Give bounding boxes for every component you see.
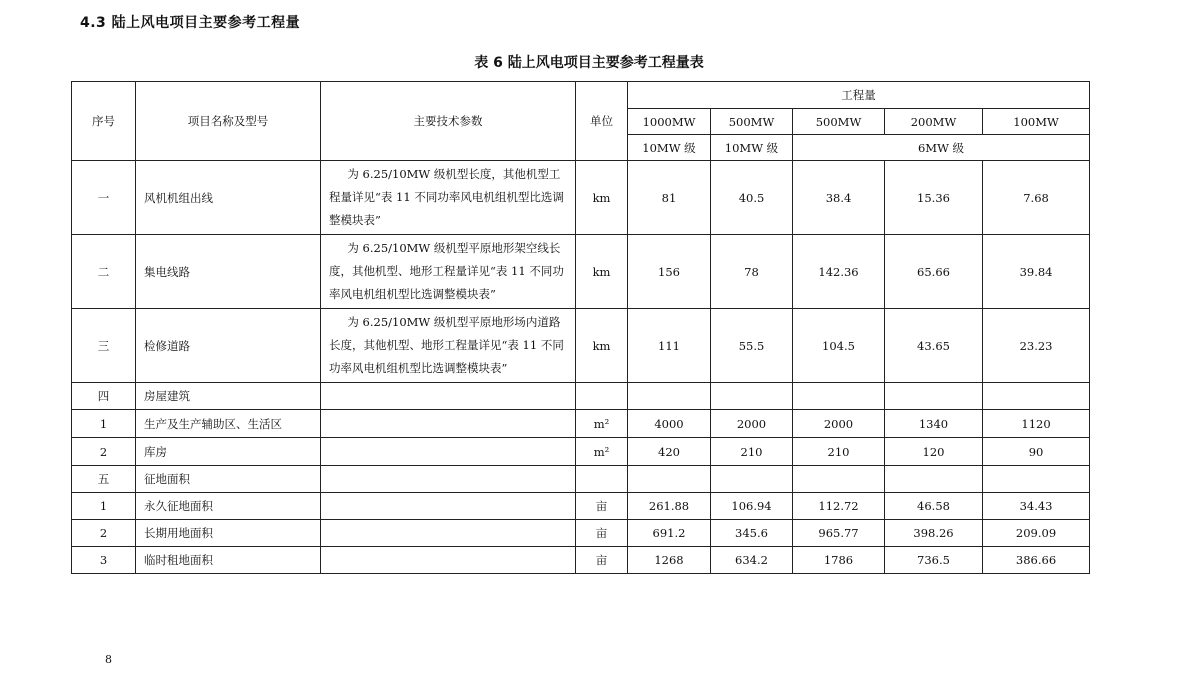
row-name: 房屋建筑 (136, 383, 321, 410)
section-heading: 4.3 陆上风电项目主要参考工程量 (80, 15, 301, 31)
row-name: 库房 (136, 438, 321, 466)
row-seq: 2 (72, 438, 136, 466)
row-params (321, 547, 576, 574)
row-value: 1786 (793, 547, 885, 574)
row-value: 386.66 (983, 547, 1090, 574)
row-value (793, 466, 885, 493)
row-value: 23.23 (983, 309, 1090, 383)
row-value: 1120 (983, 410, 1090, 438)
row-value: 2000 (793, 410, 885, 438)
row-value: 965.77 (793, 520, 885, 547)
row-params-text: 为 6.25/10MW 级机型平原地形场内道路长度，其他机型、地形工程量详见“表 11 不同功率风电机组机型比选调整模块表” (329, 315, 564, 375)
row-params (321, 309, 576, 383)
row-value: 104.5 (793, 309, 885, 383)
header-seq: 序号 (72, 82, 136, 161)
header-capacity: 100MW (983, 109, 1090, 135)
row-value: 691.2 (628, 520, 711, 547)
table-row (72, 161, 1090, 235)
row-value: 112.72 (793, 493, 885, 520)
row-params (321, 466, 576, 493)
row-name: 检修道路 (136, 309, 321, 383)
row-seq: 一 (72, 161, 136, 235)
row-value (885, 466, 983, 493)
row-name: 征地面积 (136, 466, 321, 493)
table-title: 表 6 陆上风电项目主要参考工程量表 (474, 55, 704, 71)
row-seq: 二 (72, 235, 136, 309)
row-value: 106.94 (711, 493, 793, 520)
row-unit: 亩 (576, 493, 628, 520)
header-quantity: 工程量 (628, 82, 1090, 109)
header-capacity: 500MW (793, 109, 885, 135)
row-params (321, 493, 576, 520)
row-unit: km (576, 161, 628, 235)
row-seq: 四 (72, 383, 136, 410)
row-value: 2000 (711, 410, 793, 438)
table-row (72, 309, 1090, 383)
row-value: 7.68 (983, 161, 1090, 235)
table-row (72, 493, 1090, 520)
row-value: 120 (885, 438, 983, 466)
row-value: 261.88 (628, 493, 711, 520)
table-row (72, 520, 1090, 547)
row-value (628, 383, 711, 410)
row-value: 78 (711, 235, 793, 309)
row-value: 420 (628, 438, 711, 466)
row-value: 1268 (628, 547, 711, 574)
header-capacity: 200MW (885, 109, 983, 135)
row-name: 长期用地面积 (136, 520, 321, 547)
quantity-table (71, 81, 1090, 574)
row-value: 40.5 (711, 161, 793, 235)
row-unit (576, 466, 628, 493)
row-unit: km (576, 309, 628, 383)
row-value: 90 (983, 438, 1090, 466)
row-name: 生产及生产辅助区、生活区 (136, 410, 321, 438)
row-params (321, 410, 576, 438)
row-name: 永久征地面积 (136, 493, 321, 520)
row-name: 风机机组出线 (136, 161, 321, 235)
row-value (793, 383, 885, 410)
row-value: 43.65 (885, 309, 983, 383)
row-name: 集电线路 (136, 235, 321, 309)
row-params (321, 383, 576, 410)
row-seq: 1 (72, 410, 136, 438)
header-class: 6MW 级 (793, 135, 1090, 161)
row-value: 46.58 (885, 493, 983, 520)
table-row (72, 410, 1090, 438)
row-value: 142.36 (793, 235, 885, 309)
row-value (885, 383, 983, 410)
row-unit: 亩 (576, 547, 628, 574)
row-params-text: 为 6.25/10MW 级机型平原地形架空线长度，其他机型、地形工程量详见“表 11 不同功率风电机组机型比选调整模块表” (329, 241, 564, 301)
row-params (321, 438, 576, 466)
row-params-text: 为 6.25/10MW 级机型长度，其他机型工程量详见“表 11 不同功率风电机组机型比选调整模块表” (329, 167, 564, 227)
row-value: 39.84 (983, 235, 1090, 309)
row-seq: 五 (72, 466, 136, 493)
row-value: 81 (628, 161, 711, 235)
page-number: 8 (105, 653, 112, 666)
table-row (72, 547, 1090, 574)
row-value: 209.09 (983, 520, 1090, 547)
header-params: 主要技术参数 (321, 82, 576, 161)
row-value: 634.2 (711, 547, 793, 574)
row-seq: 1 (72, 493, 136, 520)
header-unit: 单位 (576, 82, 628, 161)
table-row (72, 383, 1090, 410)
header-capacity: 500MW (711, 109, 793, 135)
row-value: 345.6 (711, 520, 793, 547)
row-value: 1340 (885, 410, 983, 438)
table-row (72, 438, 1090, 466)
table-row (72, 235, 1090, 309)
row-unit: km (576, 235, 628, 309)
row-value: 65.66 (885, 235, 983, 309)
table-row (72, 466, 1090, 493)
row-unit: m² (576, 438, 628, 466)
row-value: 210 (793, 438, 885, 466)
row-unit: 亩 (576, 520, 628, 547)
row-value (628, 466, 711, 493)
row-value: 398.26 (885, 520, 983, 547)
header-class: 10MW 级 (711, 135, 793, 161)
row-unit (576, 383, 628, 410)
row-value: 156 (628, 235, 711, 309)
row-value: 15.36 (885, 161, 983, 235)
row-unit: m² (576, 410, 628, 438)
row-seq: 3 (72, 547, 136, 574)
row-value: 38.4 (793, 161, 885, 235)
row-seq: 2 (72, 520, 136, 547)
row-value: 4000 (628, 410, 711, 438)
header-capacity: 1000MW (628, 109, 711, 135)
row-name: 临时租地面积 (136, 547, 321, 574)
row-seq: 三 (72, 309, 136, 383)
row-value: 111 (628, 309, 711, 383)
row-value (711, 383, 793, 410)
row-value: 34.43 (983, 493, 1090, 520)
row-params (321, 161, 576, 235)
row-value: 736.5 (885, 547, 983, 574)
row-value (983, 466, 1090, 493)
header-name: 项目名称及型号 (136, 82, 321, 161)
row-value: 55.5 (711, 309, 793, 383)
row-params (321, 520, 576, 547)
row-value (983, 383, 1090, 410)
header-class: 10MW 级 (628, 135, 711, 161)
row-value: 210 (711, 438, 793, 466)
row-value (711, 466, 793, 493)
row-params (321, 235, 576, 309)
